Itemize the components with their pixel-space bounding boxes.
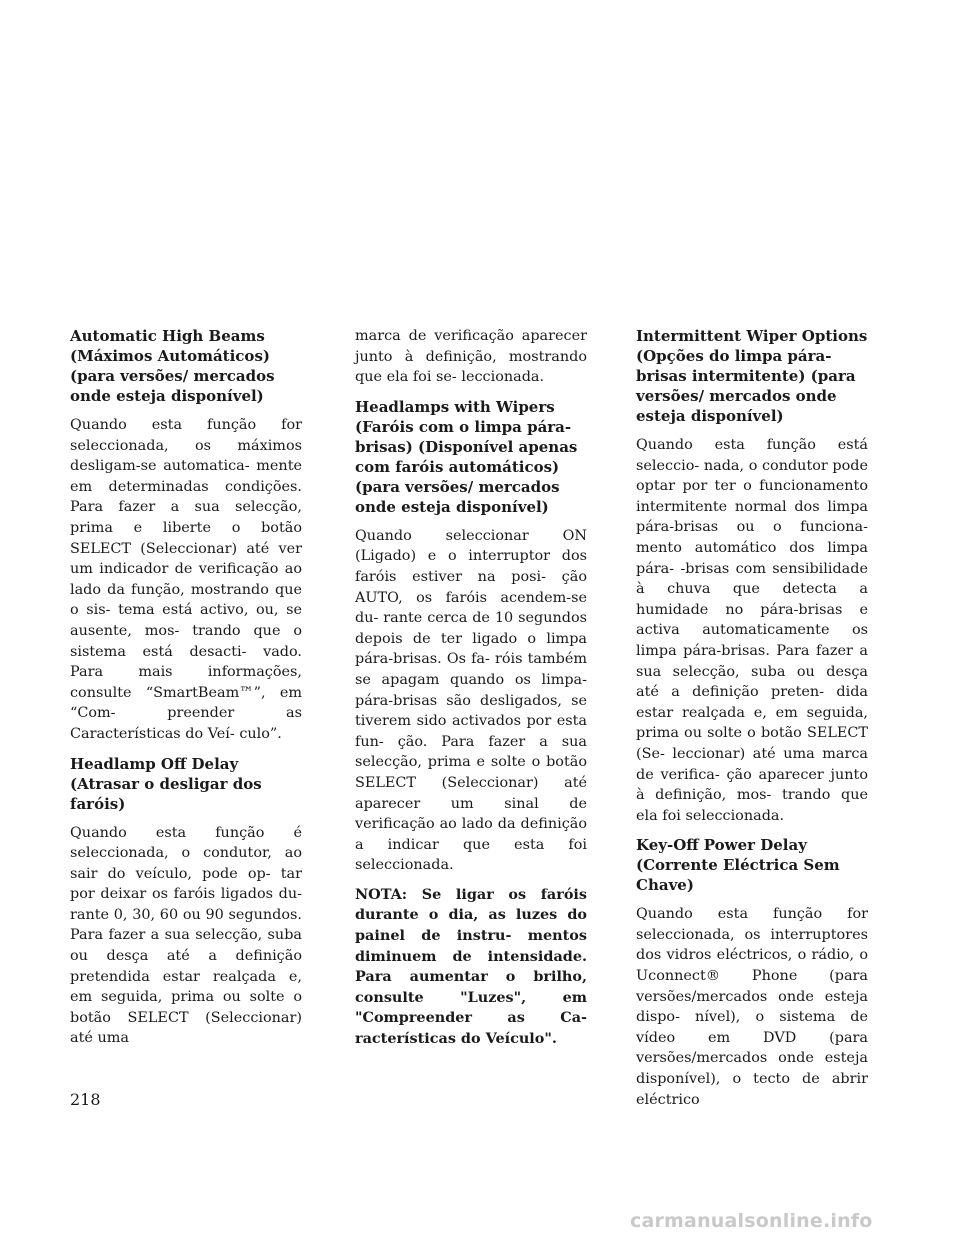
page-number: 218: [70, 1090, 101, 1109]
paragraph-automatic-high-beams: Quando esta função for seleccionada, os máximos desligam-se automatica- mente em determinadas condições. Para fazer a sua selecção, prima e liberte o botão SELECT (Seleccionar) até ver um indicador de verificação ao lado da função, mostrando que o sis- tema está activo, ou, se ausente, mos- trando que o sistema está desacti- vado. Para mais informações, consulte “SmartBeam™”, em “Com- preender as Características do Veí- culo”.: [70, 417, 302, 742]
column-right: [636, 326, 868, 1119]
paragraph-continuation: marca de verificação aparecer junto à definição, mostrando que ela foi se- leccionada.: [355, 328, 587, 386]
column-middle: [355, 326, 587, 1050]
heading-headlamps-with-wipers: Headlamps with Wipers (Faróis com o limpa pára-brisas) (Disponível apenas com faróis automáticos) (para versões/ mercados onde esteja disponível): [355, 397, 578, 516]
paragraph-key-off-power-delay: Quando esta função for seleccionada, os interruptores dos vidros eléctricos, o rádio, o Uconnect® Phone (para versões/mercados onde esteja dispo- nível), o sistema de vídeo em DVD (para versões/mercados onde esteja disponível), o tecto de abrir eléctrico: [636, 906, 868, 1108]
heading-headlamp-off-delay: Headlamp Off Delay (Atrasar o desligar dos faróis): [70, 754, 262, 813]
heading-key-off-power-delay: Key-Off Power Delay (Corrente Eléctrica Sem Chave): [636, 836, 840, 895]
paragraph-headlamp-off-delay: Quando esta função é seleccionada, o condutor, ao sair do veículo, pode op- tar por deixar os faróis ligados du- rante 0, 30, 60 ou 90 segundos. Para fazer a sua selecção, suba ou desça até a definição pretendida estar realçada e, em seguida, prima ou solte o botão SELECT (Seleccionar) até uma: [70, 824, 302, 1047]
paragraph-intermittent-wiper-options: Quando esta função está seleccio- nada, o condutor pode optar por ter o funcionamento intermitente normal dos limpa pára-brisas ou o funciona- mento automático dos limpa pára- -brisas com sensibilidade à chuva que detecta a humidade no pára-brisas e activa automaticamente os limpa pára-brisas. Para fazer a sua selecção, suba ou desça até a definição preten- dida estar realçada e, em seguida, prima ou solte o botão SELECT (Se- leccionar) até uma marca de verifica- ção aparecer junto à definição, mos- trando que ela foi seleccionada.: [636, 437, 868, 824]
note-dimming-panel-lights: NOTA: Se ligar os faróis durante o dia, as luzes do painel de instru- mentos diminuem de intensidade. Para aumentar o brilho, consulte "Luzes", em "Compreender as Ca- racterísticas do Veículo".: [355, 885, 587, 1048]
heading-intermittent-wiper-options: Intermittent Wiper Options (Opções do limpa pára-brisas intermitente) (para versões/ mercados onde esteja disponível): [636, 327, 868, 425]
column-left: [70, 326, 302, 1058]
heading-automatic-high-beams: Automatic High Beams (Máximos Automáticos) (para versões/ mercados onde esteja disponível): [70, 327, 275, 405]
watermark: carmanualsonline.info: [630, 1210, 873, 1232]
paragraph-headlamps-with-wipers: Quando seleccionar ON (Ligado) e o interruptor dos faróis estiver na posi- ção AUTO, os faróis acendem-se du- rante cerca de 10 segundos depois de ter ligado o limpa pára-brisas. Os fa- róis também se apagam quando os limpa-pára-brisas são desligados, se tiverem sido activados por esta fun- ção. Para fazer a sua selecção, prima e solte o botão SELECT (Seleccionar) até aparecer um sinal de verificação ao lado da definição a indicar que esta foi seleccionada.: [355, 527, 587, 874]
